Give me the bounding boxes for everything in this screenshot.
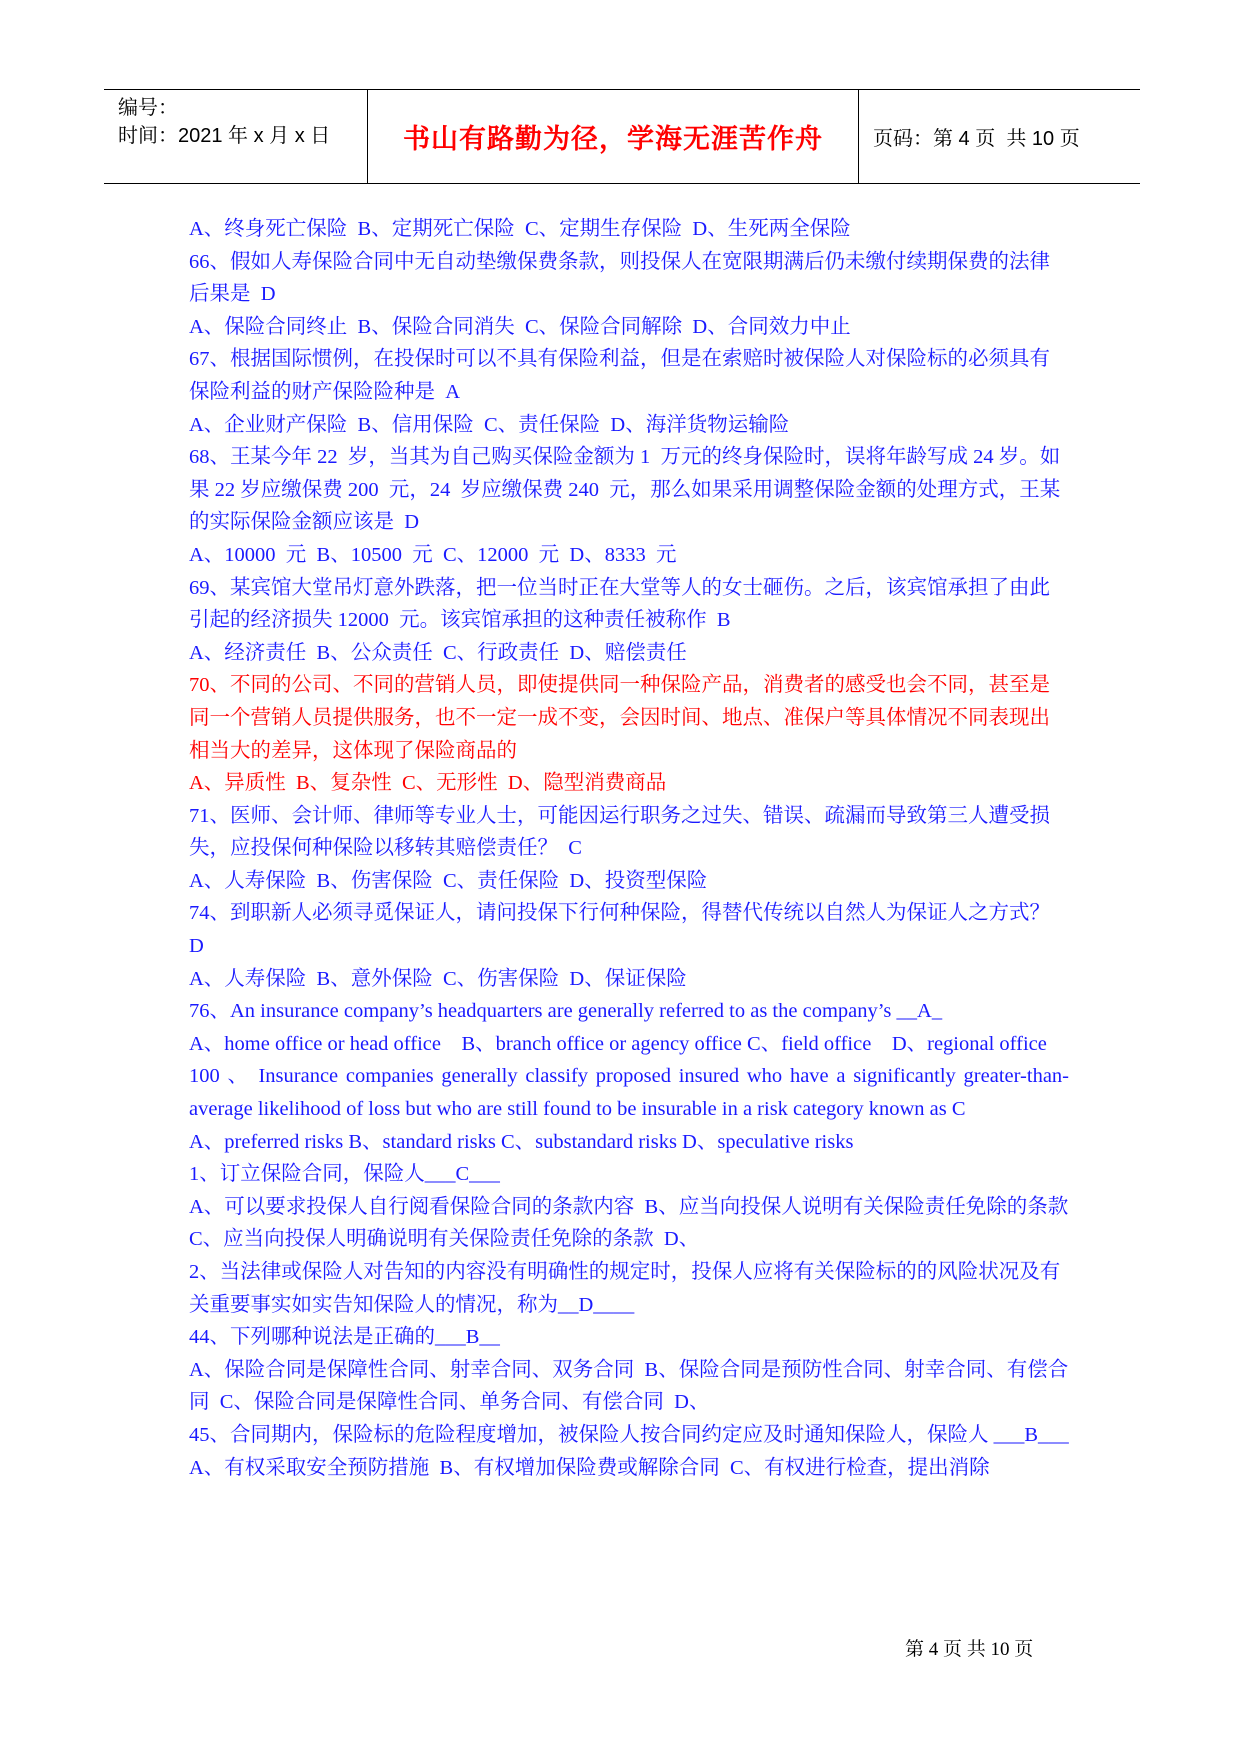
text-line: 44、下列哪种说法是正确的___B__ — [189, 1326, 500, 1349]
text-line: 68、王某今年 22 岁，当其为自己购买保险金额为 1 万元的终身保险时，误将年龄写成 24 岁。如果 22 岁应缴保费 200 元，24 岁应缴保费 240 元，那么如果采用调整保险金额的处理方式，王某的实际保险金额应该是 D — [189, 446, 1061, 534]
text-line: 1、订立保险合同，保险人___C___ — [189, 1163, 500, 1186]
text-line: A、保险合同是保障性合同、射幸合同、双务合同 B、保险合同是预防性合同、射幸合同、有偿合同 C、保险合同是保障性合同、单务合同、有偿合同 D、 — [189, 1358, 1069, 1414]
text-line: A、10000 元 B、10500 元 C、12000 元 D、8333 元 — [189, 543, 677, 566]
text-line: A、有权采取安全预防措施 B、有权增加保险费或解除合同 C、有权进行检查，提出消除 — [189, 1456, 990, 1479]
text-line: 70、不同的公司、不同的营销人员，即使提供同一种保险产品，消费者的感受也会不同，甚至是同一个营销人员提供服务，也不一定一成不变，会因时间、地点、准保户等具体情况不同表现出相当大的差异，这体现了保险商品的 — [189, 674, 1050, 762]
text-line: 2、当法律或保险人对告知的内容没有明确性的规定时，投保人应将有关保险标的的风险状况及有关重要事实如实告知保险人的情况，称为__D____ — [189, 1261, 1061, 1316]
number-label: 编号： — [118, 97, 178, 119]
text-line: 76、An insurance company’s headquarters are generally referred to as the company’s __A_ — [189, 1000, 943, 1023]
time-label: 时间：2021 年 x 月 x 日 — [118, 125, 331, 147]
text-line: 71、医师、会计师、律师等专业人士，可能因运行职务之过失、错误、疏漏而导致第三人遭受损失，应投保何种保险以移转其赔偿责任？ C — [189, 804, 1050, 860]
text-line: A、人寿保险 B、意外保险 C、伤害保险 D、保证保险 — [189, 967, 687, 990]
text-line: A、home office or head office B、branch office or agency office C、field office D、regional office — [189, 1032, 1047, 1055]
text-line: 100 、 Insurance companies generally classify proposed insured who have a significantly greater-than- average likelihood of loss but who are still found to be insurable in a risk category known as C — [189, 1065, 1075, 1121]
header-page-code — [859, 90, 1140, 183]
text-line: 74、到职新人必须寻觅保证人，请问投保下行何种保险，得替代传统以自然人为保证人之方式？ D — [189, 902, 1061, 958]
text-line: A、保险合同终止 B、保险合同消失 C、保险合同解除 D、合同效力中止 — [189, 315, 851, 338]
text-line: 67、根据国际惯例，在投保时可以不具有保险利益，但是在索赔时被保险人对保险标的必须具有保险利益的财产保险险种是 A — [189, 348, 1050, 403]
motto-text: 书山有路勤为径，学海无涯苦作舟 — [403, 124, 823, 155]
text-line: 69、某宾馆大堂吊灯意外跌落，把一位当时正在大堂等人的女士砸伤。之后，该宾馆承担了由此引起的经济损失 12000 元。该宾馆承担的这种责任被称作 B — [189, 576, 1050, 632]
question-content — [189, 213, 1079, 1484]
header-motto — [368, 90, 859, 183]
text-line: 45、合同期内，保险标的危险程度增加，被保险人按合同约定应及时通知保险人，保险人 ___B___ — [189, 1423, 1069, 1446]
page-footer — [905, 1634, 1033, 1661]
text-line: 66、假如人寿保险合同中无自动垫缴保费条款，则投保人在宽限期满后仍未缴付续期保费的法律后果是 D — [189, 250, 1050, 306]
text-line: A、可以要求投保人自行阅看保险合同的条款内容 B、应当向投保人说明有关保险责任免除的条款 C、应当向投保人明确说明有关保险责任免除的条款 D、 — [189, 1195, 1079, 1251]
text-line: A、异质性 B、复杂性 C、无形性 D、隐型消费商品 — [189, 772, 667, 795]
header-meta — [104, 90, 368, 183]
page-header — [104, 89, 1140, 184]
text-line: A、preferred risks B、standard risks C、substandard risks D、speculative risks — [189, 1130, 854, 1153]
text-line: A、终身死亡保险 B、定期死亡保险 C、定期生存保险 D、生死两全保险 — [189, 218, 851, 240]
page-code-text: 页码：第 4 页 共 10 页 — [873, 128, 1080, 150]
text-line: A、企业财产保险 B、信用保险 C、责任保险 D、海洋货物运输险 — [189, 413, 790, 436]
text-line: A、人寿保险 B、伤害保险 C、责任保险 D、投资型保险 — [189, 869, 708, 892]
text-line: A、经济责任 B、公众责任 C、行政责任 D、赔偿责任 — [189, 641, 687, 664]
footer-page-number: 第 4 页 共 10 页 — [905, 1639, 1034, 1660]
